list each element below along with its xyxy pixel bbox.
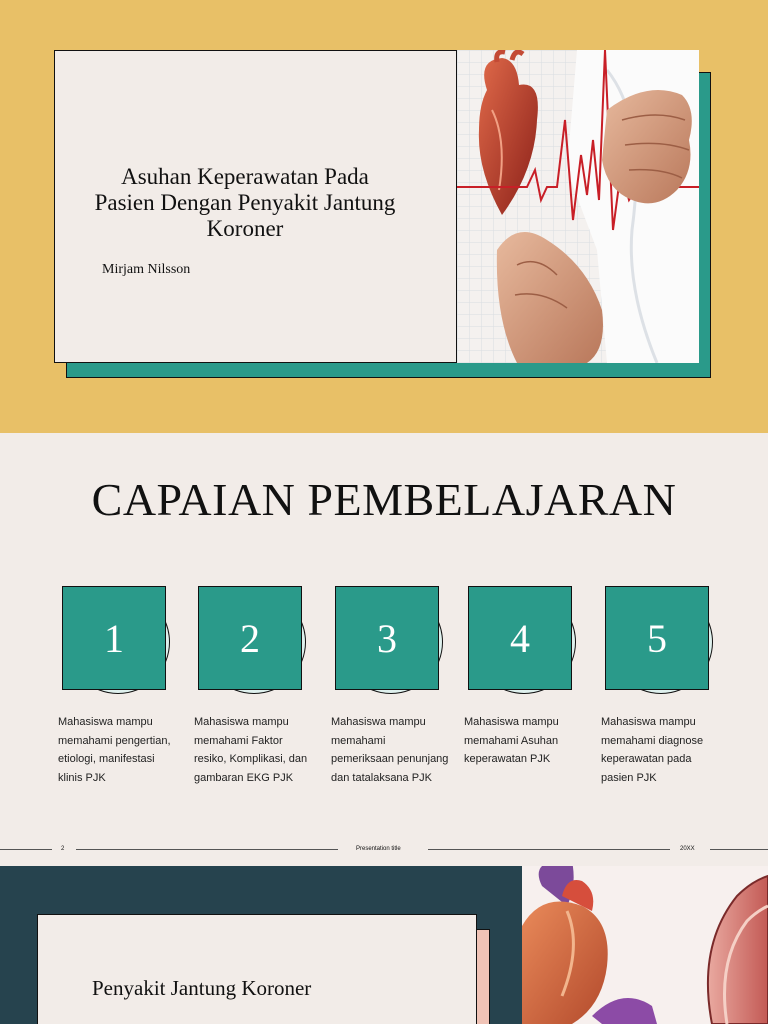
footer-divider — [710, 849, 768, 850]
content-card — [37, 914, 477, 1024]
slide-heading: CAPAIAN PEMBELAJARAN — [91, 474, 677, 525]
step-2 — [198, 586, 302, 690]
step-3 — [335, 586, 439, 690]
heart-anatomy-photo — [522, 866, 768, 1024]
footer-divider — [0, 849, 52, 850]
slide-title — [0, 0, 768, 433]
step-5 — [605, 586, 709, 690]
footer-divider — [76, 849, 338, 850]
step-1 — [62, 586, 166, 690]
step-2-description: Mahasiswa mampu memahami Faktor resiko, Komplikasi, dan gambaran EKG PJK — [194, 716, 308, 784]
heart-ecg-photo — [456, 50, 699, 363]
footer-divider — [428, 849, 670, 850]
slide-pjk-intro — [0, 866, 768, 1024]
slide-learning-outcomes — [0, 433, 768, 865]
heart-ecg-illustration — [457, 50, 699, 363]
step-4 — [468, 586, 572, 690]
author-name: Mirjam Nilsson — [102, 262, 191, 277]
step-number: 5 — [605, 586, 709, 690]
footer-date: 20XX — [680, 846, 695, 852]
slide-heading: Penyakit Jantung Koroner — [92, 976, 312, 1000]
slide-footer — [0, 843, 768, 855]
footer-page-number: 2 — [61, 846, 65, 852]
step-number: 4 — [468, 586, 572, 690]
step-4-description: Mahasiswa mampu memahami Asuhan keperawatan PJK — [464, 716, 559, 765]
step-number: 1 — [62, 586, 166, 690]
heart-anatomy-illustration — [522, 866, 768, 1024]
step-3-description: Mahasiswa mampu memahami pemeriksaan penunjang dan tatalaksana PJK — [331, 716, 449, 784]
step-1-description: Mahasiswa mampu memahami pengertian, etiologi, manifestasi klinis PJK — [58, 716, 171, 784]
step-number: 3 — [335, 586, 439, 690]
presentation-title: Asuhan Keperawatan Pada Pasien Dengan Penyakit Jantung Koroner — [94, 164, 396, 241]
step-5-description: Mahasiswa mampu memahami diagnose keperawatan pada pasien PJK — [601, 716, 704, 784]
footer-presentation-title: Presentation title — [356, 846, 401, 852]
step-number: 2 — [198, 586, 302, 690]
